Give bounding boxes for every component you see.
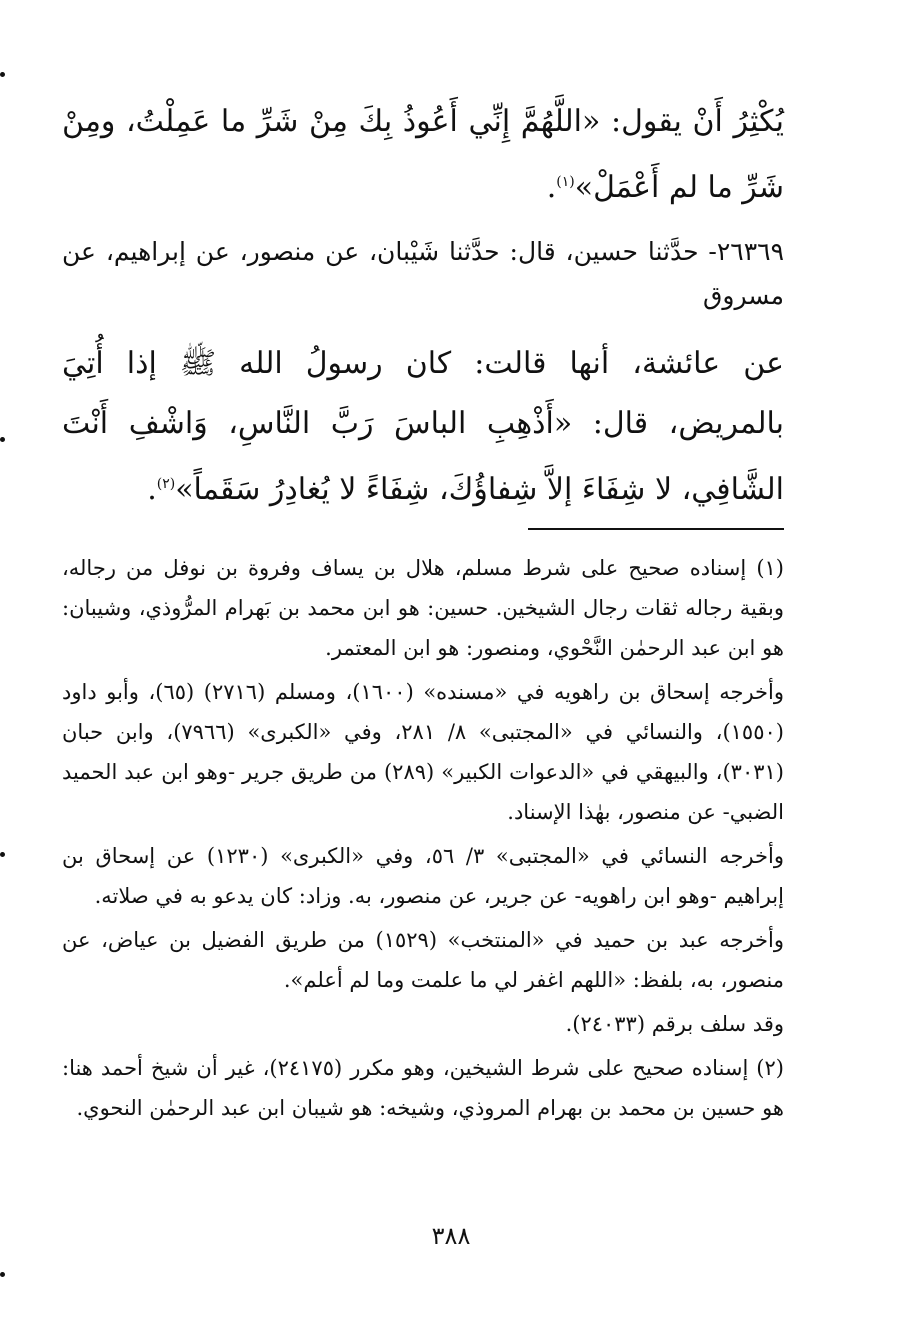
scan-edge-mark — [0, 852, 5, 857]
footnote-paragraph: (٢) إسناده صحيح على شرط الشيخين، وهو مكرر (٢٤١٧٥)، غير أن شيخ أحمد هنا: هو حسين بن محمد بن بهرام المروذي، وشيخه: هو شيبان ابن عبد الرحمٰن النحوي. — [62, 1056, 784, 1120]
sentence-end: . — [546, 170, 557, 205]
footnote-ref-2: (٢) — [156, 476, 176, 492]
footnote-ref-1: (١) — [556, 174, 575, 190]
footnote-paragraph: وقد سلف برقم (٢٤٠٣٣). — [565, 1012, 784, 1036]
hadith-body-text: عن عائشة، أنها قالت: كان رسولُ الله ﷺ إذا أُتِيَ بالمريض، قال: «أَذْهِبِ الباسَ رَبَّ النَّاسِ، وَاشْفِ أَنْتَ الشَّافِي، لا شِفَاءَ إلاَّ شِفاؤُكَ، شِفَاءً لا يُغادِرُ سَقَماً» — [62, 346, 784, 507]
footnote-separator — [528, 528, 784, 530]
footnotes-section — [62, 548, 784, 1128]
scan-edge-mark — [0, 1272, 5, 1277]
hadith-chain-of-narration: ٢٦٣٦٩- حدَّثنا حسين، قال: حدَّثنا شَيْبان، عن منصور، عن إبراهيم، عن مسروق — [62, 237, 784, 310]
scan-edge-mark — [0, 437, 5, 442]
footnote-paragraph: وأخرجه النسائي في «المجتبى» ٣/ ٥٦، وفي «الكبرى» (١٢٣٠) عن إسحاق بن إبراهيم -وهو ابن راهويه- عن جرير، عن منصور، به. وزاد: كان يدعو به في صلاته. — [62, 844, 784, 908]
footnote-paragraph: (١) إسناده صحيح على شرط مسلم، هلال بن يساف وفروة بن نوفل من رجاله، وبقية رجاله ثقات رجال الشيخين. حسين: هو ابن محمد بن بَهرام المرُّوذي، وشيبان: هو ابن عبد الرحمٰن النَّحْوي، ومنصور: هو ابن المعتمر. — [62, 556, 784, 660]
footnote-paragraph: وأخرجه إسحاق بن راهويه في «مسنده» (١٦٠٠)، ومسلم (٢٧١٦) (٦٥)، وأبو داود (١٥٥٠)، والنسائي في «المجتبى» ٨/ ٢٨١، وفي «الكبرى» (٧٩٦٦)، وابن حبان (٣٠٣١)، والبيهقي في «الدعوات الكبير» (٢٨٩) من طريق جرير -وهو ابن عبد الحميد الضبي- عن منصور، بهٰذا الإسناد. — [62, 680, 785, 824]
hadith-continuation — [62, 92, 784, 218]
sentence-end: . — [147, 472, 157, 507]
hadith-body — [62, 334, 784, 520]
scan-edge-mark — [0, 72, 5, 77]
hadith-continuation-text: يُكْثِرُ أَنْ يقول: «اللَّهُمَّ إِنِّي أَعُوذُ بِكَ مِنْ شَرِّ ما عَمِلْتُ، ومِنْ شَرِّ ما لم أَعْمَلْ» — [62, 104, 784, 205]
page-number: ٣٨٨ — [431, 1222, 471, 1250]
footnote-paragraph: وأخرجه عبد بن حميد في «المنتخب» (١٥٢٩) من طريق الفضيل بن عياض، عن منصور، به، بلفظ: «اللهم اغفر لي ما علمت وما لم أعلم». — [62, 928, 784, 992]
